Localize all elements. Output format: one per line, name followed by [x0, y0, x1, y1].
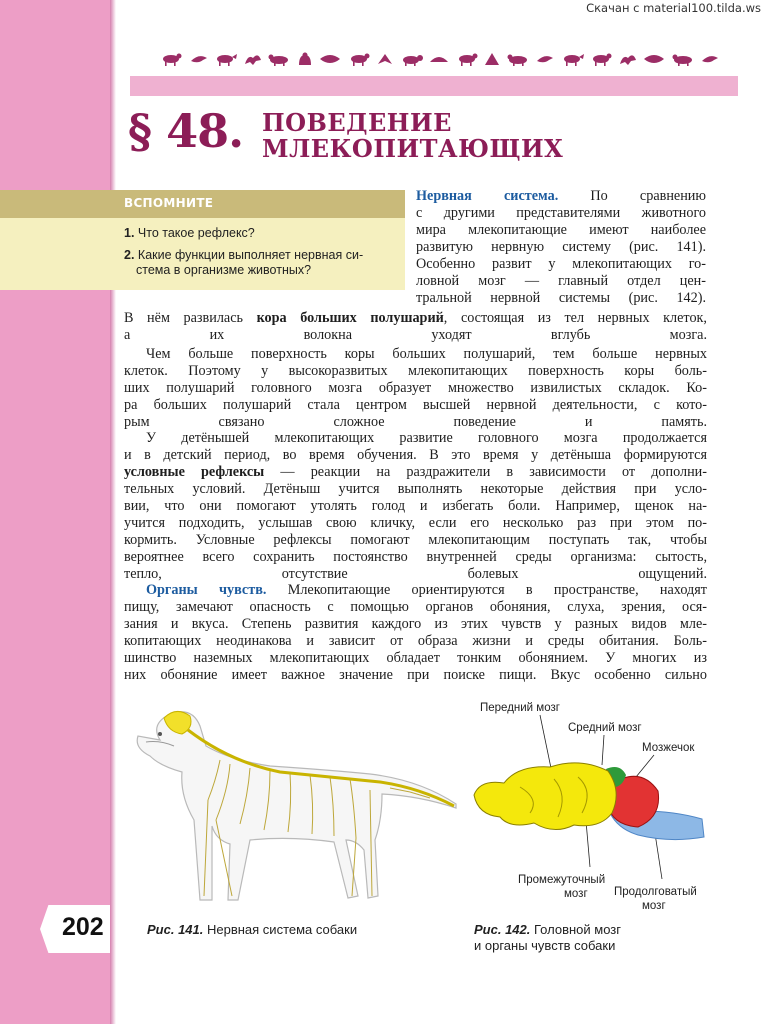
term-conditioned-reflexes: условные рефлексы [124, 464, 265, 480]
section-title [262, 110, 563, 162]
label-cerebellum: Мозжечок [642, 742, 695, 754]
text-line: вероятнее всего сохранить постоянство внутренней среды организма: сытость, [124, 549, 707, 565]
animal-silhouette-icon [535, 52, 555, 66]
animal-silhouette-icon [401, 52, 423, 66]
animal-silhouette-icon [189, 52, 209, 66]
recall-question [124, 226, 392, 241]
leader-line [636, 755, 654, 777]
text-line: а их волокна уходят вглубь мозга. [124, 327, 707, 343]
figure-label: Рис. 141. [147, 922, 204, 937]
label-medulla: Продолговатый [614, 886, 697, 898]
section-title-line: ПОВЕДЕНИЕ [262, 108, 452, 137]
left-pink-strip [0, 0, 110, 1024]
text-line: учится подходить, услышав свою кличку, если его несколько раз при этом по- [124, 515, 707, 531]
label-midbrain: Средний мозг [568, 722, 642, 734]
subheading-senses: Органы чувств. [146, 582, 267, 598]
term-cortex: кора больших полушарий [256, 310, 444, 326]
nervous-system-paragraph-cont [124, 310, 707, 344]
label-diencephalon: Промежуточный [518, 874, 606, 886]
page-number: 202 [62, 913, 104, 941]
leader-line [586, 821, 590, 867]
text-line: тельных условий. Детёныш учится выполнять некоторые действия при усло- [124, 481, 707, 497]
dog-nervous-system-figure [120, 700, 465, 915]
section-title-line: МЛЕКОПИТАЮЩИХ [262, 134, 564, 163]
animal-silhouette-icon [376, 52, 394, 66]
text-line: копитающих неодинакова и зависит от образа жизни и среды обитания. Боль- [124, 633, 707, 649]
recall-question-text: Какие функции выполняет нервная си- [137, 248, 364, 262]
recall-question-text: стема в организме животных? [136, 263, 312, 277]
animal-silhouette-icon [268, 52, 290, 66]
text-line: них обоняние имеет важное значение при поиске пищи. Вкус особенно сильно [124, 667, 707, 683]
text-line: зания и вкуса. Степень развития каждого из этих чувств у разных видов мле- [124, 616, 707, 632]
left-strip-shadow [110, 0, 116, 1024]
recall-title: ВСПОМНИТЕ [124, 196, 214, 210]
leader-line [602, 735, 604, 765]
text-line: развитую нервную систему (рис. 141). [416, 239, 706, 255]
animal-silhouette-icon [160, 52, 182, 66]
animal-silhouette-icon [297, 52, 313, 66]
animal-silhouette-icon [700, 52, 720, 66]
text-fragment: — реакции на раздражители в зависимости от дополни- [264, 464, 707, 480]
text-line: с другими представителями животного [416, 205, 706, 221]
forebrain-shape [474, 763, 616, 830]
leader-line [540, 715, 552, 773]
animal-silhouettes-border [160, 48, 720, 70]
animal-silhouette-icon [643, 52, 665, 66]
recall-question-number: 1. [124, 226, 135, 240]
text-line: ших полушарий головного мозга образует множество извилистых складок. Ко- [124, 380, 707, 396]
section-number: § 48. [128, 104, 244, 158]
dog-eye [158, 732, 162, 736]
watermark: Скачан с material100.tilda.ws [586, 1, 761, 15]
animal-silhouette-icon [429, 52, 449, 66]
recall-question [124, 248, 392, 278]
animal-silhouette-icon [348, 52, 370, 66]
text-line: Особенно развит у млекопитающих го- [416, 256, 706, 272]
figure-141-caption [147, 922, 357, 938]
reflex-paragraph [124, 430, 707, 583]
text-line: тепло, отсутствие болевых ощущений. [124, 566, 707, 582]
animal-silhouette-icon [507, 52, 529, 66]
animal-silhouette-icon [590, 52, 612, 66]
figure-142-caption [474, 922, 621, 954]
recall-question-text: Что такое рефлекс? [137, 226, 255, 240]
animal-silhouette-icon [562, 52, 584, 66]
text-fragment: Млекопитающие ориентируются в пространстве, находят [266, 582, 707, 598]
animal-silhouette-icon [619, 52, 637, 66]
animal-silhouette-icon [244, 52, 262, 66]
text-line: шинство наземных млекопитающих обладает тонким обонянием. У многих из [124, 650, 707, 666]
text-line: кормить. Условные рефлексы помогают млекопитающим поступать так, чтобы [124, 532, 707, 548]
cortex-paragraph [124, 346, 707, 431]
senses-paragraph [124, 582, 707, 684]
text-fragment: В нём развилась [124, 310, 257, 326]
text-line: У детёнышей млекопитающих развитие головного мозга продолжается [146, 430, 707, 446]
title-band [130, 76, 738, 96]
text-line: ловной мозг — главный отдел цен- [416, 273, 706, 289]
text-line [124, 310, 707, 327]
dog-body-outline [137, 712, 456, 900]
text-fragment: , состоящая из тел нервных клеток, [443, 310, 707, 326]
subheading-nervous-system: Нервная система. [416, 188, 559, 204]
text-line [124, 464, 707, 481]
text-line: ра больших полушарий стала центром высшей нервной деятельности, с кото- [124, 397, 707, 413]
text-line [124, 582, 707, 599]
text-line: и в детский период, во время обучения. В это время у детёныша формируются [124, 447, 707, 463]
nervous-system-paragraph [416, 188, 706, 307]
text-line: рым связано сложное поведение и память. [124, 414, 707, 430]
animal-silhouette-icon [319, 52, 341, 66]
recall-box [0, 190, 405, 290]
figure-caption-text: Нервная система собаки [203, 922, 358, 937]
recall-header [0, 190, 405, 218]
recall-question-number: 2. [124, 248, 135, 262]
animal-silhouette-icon [672, 52, 694, 66]
figure-caption-text: и органы чувств собаки [474, 938, 616, 953]
label-diencephalon-2: мозг [564, 888, 588, 900]
animal-silhouette-icon [484, 52, 500, 66]
label-forebrain: Передний мозг [480, 702, 560, 714]
label-medulla-2: мозг [642, 900, 666, 912]
text-line: мира млекопитающие имеют наиболее [416, 222, 706, 238]
animal-silhouette-icon [215, 52, 237, 66]
text-line: пищу, замечают опасность с помощью органов обоняния, слуха, зрения, ося- [124, 599, 707, 615]
text-line: Чем больше поверхность коры больших полушарий, тем больше нервных [146, 346, 707, 362]
text-fragment: По сравнению [558, 188, 706, 204]
animal-silhouette-icon [456, 52, 478, 66]
figure-caption-text: Головной мозг [530, 922, 621, 937]
text-line [416, 188, 706, 205]
text-line: вии, что они помогают утолять голод и избегать боли. Например, щенок на- [124, 498, 707, 514]
text-line: клеток. Поэтому у высокоразвитых млекопитающих поверхность коры боль- [124, 363, 707, 379]
dog-brain-figure [470, 695, 710, 925]
text-line: тральной нервной системы (рис. 142). [416, 290, 706, 306]
figure-label: Рис. 142. [474, 922, 531, 937]
